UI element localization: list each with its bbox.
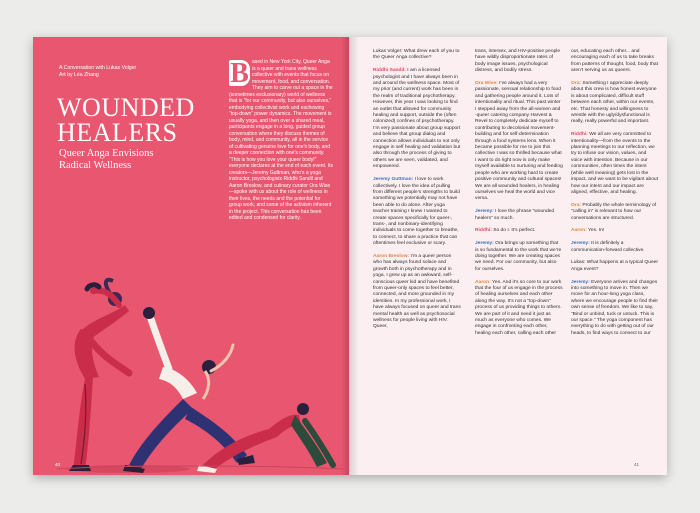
- speaker-text: Something I appreciate deeply about this crew is how honest everyone is about complicated, difficult stuff between each other, within our events, etc. That honesty and willingness to wrestle with the ugly/dysfunctional is really, really powerful and important.: [571, 81, 657, 125]
- interview-paragraph: [571, 49, 659, 75]
- speaker-name: Jeremy:: [571, 241, 590, 247]
- interview-column-3: [571, 49, 659, 344]
- interview-paragraph: [475, 280, 563, 338]
- intro-paragraph: [229, 59, 333, 222]
- interview-paragraph: [571, 228, 659, 234]
- speaker-text: What drew each of you to the Queer Anga collective?: [373, 49, 460, 61]
- speaker-name: Jeremy:: [475, 241, 494, 247]
- yoga-illustration: [33, 259, 349, 475]
- right-page: [349, 37, 667, 475]
- speaker-text: out, educating each other... and encouraging each of us to take breaks from patterns of thought, food, body that aren’t serving us as queers.: [571, 49, 658, 74]
- drop-cap: B: [230, 58, 249, 89]
- speaker-text: I’ve always had a very passionate, sensual relationship to food and gathering people around it. Lots of intentionality and ritual. This past winter I stepped away from the all-women and -queer catering company Harvest & Revel to completely dedicate myself to contributing to decolonial movement-building and for self-determination through a food systems lens. When it became possible for me to join this collective I was so thrilled because what I want to do right now is only make myself available to nurturing and feeding people who are working hard to create positive community and cultural spaces! We are all wounded healers, in healing ourselves we heal the world and vice versa.: [475, 81, 563, 202]
- speaker-text: Probably the whole terminology of “calling in” is relevant to how our conversations are structured.: [571, 202, 657, 221]
- speaker-name: Jeremy:: [571, 279, 590, 285]
- speaker-text: I love the phrase “wounded healers” so much.: [475, 209, 555, 221]
- speaker-name: Lukas Volger:: [373, 49, 403, 54]
- speaker-name: Jeremy Guttman:: [373, 177, 414, 183]
- speaker-text: Yes. In!: [586, 228, 605, 234]
- speaker-text: We all are very committed to intentionality—from the events to the planning meetings to our reflection, we try to infuse our vision, values, and voice with intention. Because in our communities, often times the intent (while well meaning) gets lost in the impact, and we want to be vigilant about how our intent and our impact are aligned, effective, and healing.: [571, 132, 658, 195]
- speaker-name: Aaron:: [475, 279, 491, 285]
- article-title: [57, 95, 227, 145]
- left-page: [33, 37, 349, 475]
- speaker-text: I’m a queer person who has always found solace and growth both in psychotherapy and in yoga. I grew up as an awkward, self-conscious queer kid and have benefited from queer-only spaces to feel better, connected, and more grounded in my identities. In my professional work, I have always focused on queer and trans mental health as well as psychosocial wellness for people living with HIV. Queer,: [373, 253, 461, 330]
- speaker-text: I love to work collectively. I love the idea of pulling from different people’s strengths to build something we potentially may not have been able to do alone. After yoga teacher training I knew I wanted to create spaces specifically for queer-, trans-, and nonbinary-identifying individuals to come together to breathe, to connect, to share a practice that can oftentimes feel exclusive or scary.: [373, 177, 460, 247]
- speaker-name: Aaron:: [571, 228, 587, 234]
- byline: [59, 65, 199, 79]
- speaker-text: What happens at a typical Queer Anga event?: [571, 260, 659, 272]
- interview-paragraph: [373, 68, 461, 171]
- byline-conversation: A Conversation with Lukas Volger: [59, 65, 137, 71]
- speaker-name: Aaron Breslow:: [373, 253, 410, 259]
- interview-paragraph: [373, 177, 461, 247]
- interview-paragraph: [475, 228, 563, 234]
- interview-paragraph: [571, 81, 659, 126]
- speaker-text: Yes. And it’s so core to our work that the four of us engage in the process of healing ourselves and each other along the way. It’s not a “top-down” process of us providing things to others. We are part of it and need it just as much as everyone who comes. We engage in confronting each other, healing each other, calling each other: [475, 279, 563, 336]
- title-line-2: HEALERS: [57, 118, 178, 147]
- figure-dancer-pose: [69, 280, 129, 471]
- magazine-spread: [33, 37, 667, 475]
- interview-paragraph: [475, 81, 563, 203]
- speaker-text: It is definitely a communication-forward collective.: [571, 241, 645, 253]
- speaker-name: Riddhi:: [475, 228, 492, 234]
- interview-paragraph: [571, 203, 659, 222]
- speaker-name: Ora:: [571, 81, 582, 87]
- speaker-text: Ora brings up something that is so fundamental to the work that we’re doing together. We are creating spaces we need. For our community, but also for ourselves.: [475, 241, 562, 272]
- speaker-text: Everyone arrives and changes into something to move in. Then we move for an hour-long yoga class, where we encourage people to find their own sense of freedom. We like to say, “Bind or unbind, tuck or untuck. This is our space.” The yoga component has everything to do with getting out of our heads, to find ways to connect to our: [571, 279, 659, 336]
- interview-column-2: [475, 49, 563, 344]
- interview-paragraph: [571, 260, 659, 273]
- interview-column-1: [373, 49, 461, 337]
- interview-paragraph: [475, 49, 563, 75]
- interview-paragraph: [571, 241, 659, 254]
- interview-paragraph: [373, 254, 461, 331]
- page-number-left: 40: [55, 462, 61, 467]
- speaker-name: Ora:: [571, 202, 582, 208]
- interview-paragraph: [475, 209, 563, 222]
- speaker-name: Riddhi:: [571, 132, 588, 138]
- speaker-name: Jeremy:: [475, 209, 494, 215]
- speaker-text: I am a licensed psychologist and I have always been in and around the wellness space. Most of my prior (and current) work has been in the realm of traditional psychotherapy. However, this year I was looking to find an outlet that allowed for community healing and support, outside the (often colonized) confines of psychotherapy. I’m very passionate about group support and believe that group dialog and connection allows individuals to not only engage in self healing and validation but also through the process of giving to others we are seen, validated, and empowered.: [373, 68, 461, 170]
- article-subtitle: [59, 148, 209, 172]
- speaker-name: Riddhi Sandil:: [373, 68, 406, 74]
- speaker-text: trans, intersex, and HIV-positive people have wildly disproportionate rates of body image issues, psychological distress, and bodily stress.: [475, 49, 561, 74]
- subtitle-line-1: Queer Anga Envisions: [59, 148, 154, 159]
- interview-paragraph: [373, 49, 461, 62]
- intro-text: ased in New York City, Queer Anga is a queer and trans wellness collective with events that focus on movement, food, and conversation. They aim to carve out a space in the (sometimes exclusionary) world of wellness that is “for our community, but also ourselves,” embodying collectivist work and eschewing “top-down” power dynamics. The movement is usually yoga, and then over a shared meal, participants engage in a long, guided group conversation where they discuss themes of body, mind, and community, all in the service of cultivating genuine love for one’s body, and a deeper connection with one’s community. “This is how you love your queer body!” everyone declares at the end of each event. Its creators—Jeremy Guttman, who’s a yoga instructor, psychologists Riddhi Sandil and Aaron Breslow, and culinary curator Ora Wise—spoke with us about the role of wellness in their lives, the needs and the potential for group work, and some of the activism inherent in the project. This conversation has been edited and condensed for clarity.: [229, 59, 333, 221]
- page-number-right: 41: [633, 462, 639, 467]
- speaker-name: Ora Wise:: [475, 81, 498, 87]
- subtitle-line-2: Radical Wellness: [59, 160, 132, 171]
- interview-paragraph: [571, 132, 659, 196]
- byline-art-credit: Art by Léa Zhang: [59, 72, 99, 78]
- title-line-1: WOUNDED: [57, 93, 195, 122]
- interview-paragraph: [571, 280, 659, 338]
- interview-paragraph: [475, 241, 563, 273]
- speaker-text: So do I. It’s perfect.: [491, 228, 536, 234]
- speaker-name: Lukas:: [571, 260, 586, 266]
